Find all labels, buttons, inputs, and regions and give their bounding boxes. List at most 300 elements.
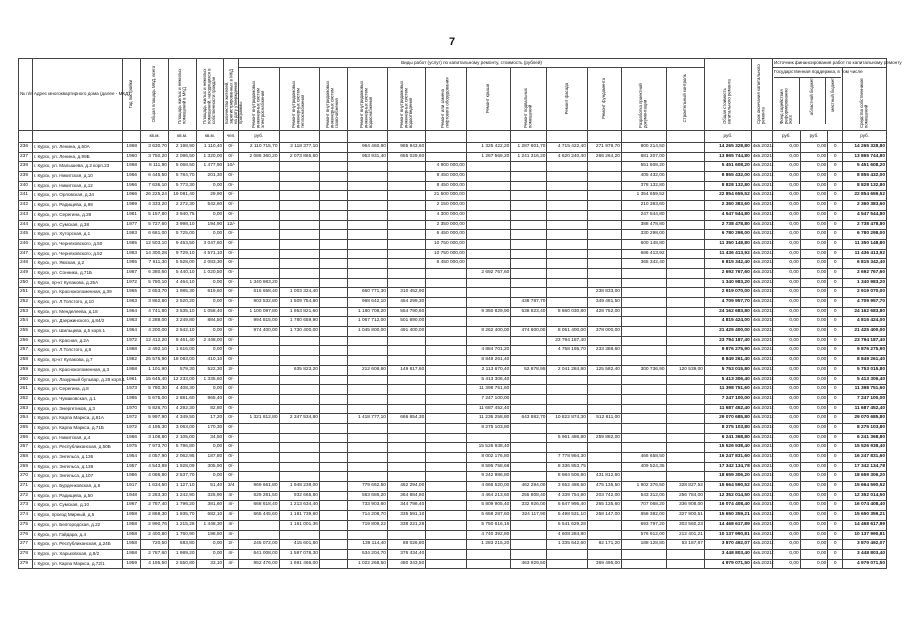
header-year: Год постройки	[123, 59, 141, 131]
cell-area: 4 333,20	[141, 201, 169, 211]
cell-address: г. Курск, ул. Никитская, д.12	[32, 181, 122, 191]
header-work: Ремонт подвальных помещений	[511, 68, 547, 131]
cell-area-owned: 542,60	[196, 201, 224, 211]
cell-budget-local: 0	[828, 501, 843, 511]
header-total: Общая стоимость капитального ремонта	[704, 59, 751, 131]
cell-work-cost	[279, 356, 319, 366]
cell-deadline: 4кв.2021г.	[751, 220, 772, 230]
table-row	[19, 298, 887, 308]
cell-work-cost	[387, 230, 425, 240]
cell-budget-local: 0	[828, 230, 843, 240]
table-row	[19, 549, 887, 559]
cell-address: г. Курск, проезд Мирный, д.5	[32, 511, 122, 521]
cell-work-cost	[547, 288, 587, 298]
cell-area: 6 445,50	[141, 172, 169, 182]
cell-work-cost: 330 298,00	[621, 230, 666, 240]
cell-work-cost: 52 878,95	[511, 365, 547, 375]
cell-year: 1957	[123, 462, 141, 472]
cell-registered: 0/-	[224, 278, 239, 288]
cell-work-cost	[279, 423, 319, 433]
cell-registered: 0/-	[224, 472, 239, 482]
cell-area-premises: 1 989,20	[168, 549, 196, 559]
table-row	[19, 210, 887, 220]
cell-work-cost: 303 560,23	[666, 520, 704, 530]
cell-work-cost: 9 350 829,90	[466, 307, 511, 317]
cell-work-cost	[319, 210, 347, 220]
cell-work-cost: 543 312,00	[621, 491, 666, 501]
cell-work-cost	[666, 249, 704, 259]
cell-work-cost: 53 187,67	[666, 540, 704, 550]
cell-work-cost	[319, 530, 347, 540]
cell-work-cost	[466, 549, 511, 559]
cell-budget-local: 0	[828, 540, 843, 550]
cell-work-cost: 1 325 422,20	[466, 143, 511, 153]
cell-work-cost	[426, 278, 466, 288]
cell-work-cost	[239, 375, 279, 385]
cell-work-cost	[511, 394, 547, 404]
cell-work-cost	[587, 394, 621, 404]
cell-address: г. Курск, ул. Красная, д.2А	[32, 336, 122, 346]
cell-work-cost	[239, 230, 279, 240]
cell-area-premises: 2 550,80	[168, 559, 196, 569]
cell-deadline: 4кв.2021г.	[751, 230, 772, 240]
cell-work-cost	[511, 530, 547, 540]
cell-work-cost	[666, 220, 704, 230]
cell-work-cost	[239, 172, 279, 182]
cell-budget-local: 0	[828, 162, 843, 172]
cell-budget-local: 0	[828, 239, 843, 249]
cell-owners-funds: 6 241 368,80	[843, 433, 887, 443]
cell-owners-funds: 11 350 148,80	[843, 239, 887, 249]
cell-area-owned: 194,90	[196, 220, 224, 230]
cell-budget-local: 0	[828, 259, 843, 269]
cell-work-cost	[426, 540, 466, 550]
cell-address: г. Курск, ул. Серегина, д.8	[32, 385, 122, 395]
cell-total: 11 436 413,92	[704, 249, 751, 259]
cell-work-cost	[279, 249, 319, 259]
cell-deadline: 4кв.2021г.	[751, 472, 772, 482]
cell-work-cost	[347, 385, 387, 395]
cell-work-cost	[347, 249, 387, 259]
cell-number: 255	[19, 327, 33, 337]
table-row	[19, 356, 887, 366]
cell-work-cost: 1 509 754,80	[279, 298, 319, 308]
cell-work-cost	[587, 249, 621, 259]
cell-work-cost: 454 299,30	[387, 298, 425, 308]
cell-year: 1958	[123, 365, 141, 375]
cell-number: 246	[19, 239, 33, 249]
cell-work-cost	[239, 191, 279, 201]
cell-work-cost	[239, 268, 279, 278]
cell-work-cost	[319, 278, 347, 288]
cell-work-cost	[387, 220, 425, 230]
cell-number: 269	[19, 462, 33, 472]
cell-work-cost	[347, 375, 387, 385]
cell-work-cost: 501 690,00	[387, 317, 425, 327]
cell-budget-local: 0	[828, 278, 843, 288]
cell-work-cost	[319, 453, 347, 463]
cell-total: 24 162 683,80	[704, 307, 751, 317]
cell-work-cost	[387, 172, 425, 182]
cell-budget-local: 0	[828, 559, 843, 569]
header-state-subcolumns	[774, 78, 841, 124]
cell-registered: 0/-	[224, 249, 239, 259]
cell-work-cost: 10 750 000,00	[426, 249, 466, 259]
table-row	[19, 181, 887, 191]
cell-budget-region: 0,00	[800, 162, 828, 172]
cell-fund-fed: 0,00	[773, 423, 801, 433]
cell-number: 262	[19, 394, 33, 404]
cell-fund-fed: 0,00	[773, 317, 801, 327]
header-number: № п/п	[19, 59, 33, 131]
cell-work-cost: 324 117,90	[511, 511, 547, 521]
cell-work-cost: 475 135,50	[587, 482, 621, 492]
cell-area-owned: 2 083,30	[196, 259, 224, 269]
cell-budget-region: 0,00	[800, 268, 828, 278]
cell-work-cost	[666, 191, 704, 201]
cell-work-cost	[347, 356, 387, 366]
cell-work-cost: 538 823,40	[511, 307, 547, 317]
cell-budget-local: 0	[828, 346, 843, 356]
cell-work-cost	[547, 268, 587, 278]
cell-work-cost	[239, 346, 279, 356]
cell-work-cost	[347, 268, 387, 278]
cell-fund-fed: 0,00	[773, 201, 801, 211]
cell-budget-local: 0	[828, 472, 843, 482]
cell-owners-funds: 24 162 683,80	[843, 307, 887, 317]
cell-owners-funds: 4 709 957,70	[843, 298, 887, 308]
cell-work-cost	[466, 259, 511, 269]
cell-area-owned: 0,00	[196, 540, 224, 550]
cell-budget-local: 0	[828, 375, 843, 385]
cell-work-cost: 4 464 213,60	[466, 491, 511, 501]
cell-work-cost: 1 180 708,20	[347, 307, 387, 317]
cell-registered: 2/-	[224, 540, 239, 550]
cell-registered: 0/-	[224, 462, 239, 472]
cell-work-cost	[621, 298, 666, 308]
cell-work-cost	[387, 259, 425, 269]
cell-work-cost: 11 236 258,80	[466, 414, 511, 424]
cell-registered: 0/-	[224, 453, 239, 463]
cell-work-cost	[511, 278, 547, 288]
cell-budget-region: 0,00	[800, 472, 828, 482]
cell-total: 15 664 590,52	[704, 482, 751, 492]
cell-work-cost	[426, 491, 466, 501]
cell-work-cost	[426, 327, 466, 337]
cell-area: 4 057,90	[141, 453, 169, 463]
table-row	[19, 511, 887, 521]
cell-year: 1963	[123, 298, 141, 308]
cell-deadline: 4кв.2021г.	[751, 268, 772, 278]
cell-budget-local: 0	[828, 423, 843, 433]
cell-area-owned: 522,30	[196, 365, 224, 375]
table-row	[19, 365, 887, 375]
cell-budget-region: 0,00	[800, 201, 828, 211]
cell-work-cost	[387, 201, 425, 211]
cell-owners-funds: 4 979 071,50	[843, 559, 887, 569]
cell-number: 238	[19, 162, 33, 172]
table-row	[19, 423, 887, 433]
cell-work-cost: 139 114,40	[347, 540, 387, 550]
cell-address: г. Курск, ул. Красноколоменная, д.39	[32, 288, 122, 298]
table-row	[19, 443, 887, 453]
cell-work-cost	[466, 433, 511, 443]
cell-address: г. Курск, ул. Черняховского, д.50	[32, 239, 122, 249]
cell-area-premises: 5 440,10	[168, 268, 196, 278]
cell-work-cost	[426, 268, 466, 278]
cell-registered: 0/-	[224, 394, 239, 404]
cell-budget-region: 0,00	[800, 143, 828, 153]
cell-work-cost	[511, 162, 547, 172]
cell-work-cost	[279, 530, 319, 540]
cell-work-cost: 1 067 712,00	[347, 317, 387, 327]
cell-address: г. Курск, ул. Менделеева, д.18	[32, 307, 122, 317]
cell-area-premises: 1 935,70	[168, 511, 196, 521]
cell-deadline: 4кв.2021г.	[751, 423, 772, 433]
cell-work-cost	[547, 423, 587, 433]
cell-area: 4 741,80	[141, 307, 169, 317]
cell-work-cost	[466, 317, 511, 327]
cell-work-cost	[319, 433, 347, 443]
cell-area: 2 868,30	[141, 511, 169, 521]
cell-area-premises: 4 349,50	[168, 414, 196, 424]
cell-area-owned: 0,00	[196, 298, 224, 308]
cell-work-cost	[239, 462, 279, 472]
cell-work-cost: 8 595 758,68	[466, 462, 511, 472]
table-row	[19, 385, 887, 395]
cell-work-cost: 1 902 376,50	[621, 482, 666, 492]
cell-total: 5 753 015,80	[704, 365, 751, 375]
header-area-premises: Площадь жилых и нежилых помещений в МКД	[168, 59, 196, 131]
cell-work-cost	[347, 443, 387, 453]
cell-work-cost	[547, 443, 587, 453]
cell-year: 1965	[123, 288, 141, 298]
cell-deadline: 4кв.2021г.	[751, 152, 772, 162]
cell-total: 4 979 071,50	[704, 559, 751, 569]
cell-registered: 4/-	[224, 530, 239, 540]
cell-work-cost: 11 687 452,40	[466, 404, 511, 414]
cell-year: 1972	[123, 336, 141, 346]
cell-registered: 4/-	[224, 501, 239, 511]
cell-number: 268	[19, 453, 33, 463]
cell-work-cost	[666, 278, 704, 288]
cell-work-cost: 629 281,50	[239, 491, 279, 501]
cell-address: г. Курск, ул. Ленина, д.99Б	[32, 152, 122, 162]
cell-area: 7 611,30	[141, 259, 169, 269]
cell-work-cost	[319, 336, 347, 346]
cell-fund-fed: 0,00	[773, 249, 801, 259]
cell-budget-local: 0	[828, 365, 843, 375]
unit-cell: руб.	[843, 131, 887, 143]
cell-year: 1966	[123, 191, 141, 201]
cell-work-cost	[587, 162, 621, 172]
cell-work-cost: 1 418 777,10	[347, 414, 387, 424]
cell-work-cost	[621, 414, 666, 424]
cell-year: 1983	[123, 230, 141, 240]
cell-area-premises: 8 461,40	[168, 336, 196, 346]
cell-work-cost: 388 478,80	[621, 220, 666, 230]
cell-work-cost	[387, 268, 425, 278]
cell-total: 11 687 452,40	[704, 404, 751, 414]
cell-address: г. Курск, ул. Белгородская, д.22	[32, 520, 122, 530]
table-row	[19, 268, 887, 278]
cell-work-cost: 2 692 767,60	[466, 268, 511, 278]
cell-work-cost	[621, 268, 666, 278]
cell-address: г. Курск, ул. Радищева, д.89	[32, 201, 122, 211]
cell-work-cost	[239, 365, 279, 375]
cell-budget-region: 0,00	[800, 220, 828, 230]
cell-registered: 0/-	[224, 356, 239, 366]
cell-registered: 0/-	[224, 268, 239, 278]
cell-area: 8 111,90	[141, 162, 169, 172]
cell-work-cost	[511, 540, 547, 550]
cell-work-cost: 466 658,50	[621, 453, 666, 463]
cell-budget-region: 0,00	[800, 530, 828, 540]
cell-area-owned: 29,90	[196, 191, 224, 201]
cell-work-cost	[319, 520, 347, 530]
cell-work-cost	[239, 443, 279, 453]
cell-work-cost	[547, 385, 587, 395]
table-row	[19, 220, 887, 230]
table-row	[19, 230, 887, 240]
cell-work-cost	[239, 433, 279, 443]
cell-deadline: 4кв.2021г.	[751, 239, 772, 249]
cell-work-cost	[347, 404, 387, 414]
cell-work-cost	[426, 307, 466, 317]
cell-work-cost: 5 413 306,40	[466, 375, 511, 385]
header-owners-funds: Средства собственников помещений	[843, 68, 887, 131]
cell-address: г. Курск, ул. Черняховского, д.52	[32, 249, 122, 259]
cell-owners-funds: 14 265 328,80	[843, 143, 887, 153]
cell-number: 279	[19, 559, 33, 569]
cell-fund-fed: 0,00	[773, 462, 801, 472]
cell-work-cost	[347, 191, 387, 201]
cell-fund-fed: 0,00	[773, 288, 801, 298]
cell-work-cost	[511, 336, 547, 346]
cell-area: 4 288,00	[141, 317, 169, 327]
cell-owners-funds: 5 451 608,20	[843, 162, 887, 172]
cell-work-cost	[279, 230, 319, 240]
cell-year: 1982	[123, 356, 141, 366]
cell-budget-region: 0,00	[800, 288, 828, 298]
cell-number: 272	[19, 491, 33, 501]
cell-budget-region: 0,00	[800, 181, 828, 191]
cell-work-cost	[666, 143, 704, 153]
cell-year: 1983	[123, 249, 141, 259]
cell-work-cost: 310 452,90	[387, 288, 425, 298]
cell-work-cost	[426, 549, 466, 559]
cell-area-premises: 1 242,90	[168, 491, 196, 501]
cell-total: 4 547 544,80	[704, 210, 751, 220]
cell-work-cost: 327 900,51	[666, 511, 704, 521]
cell-work-cost	[547, 259, 587, 269]
header-budget-local: местный бюджет	[830, 77, 836, 112]
cell-area-owned: 198,50	[196, 530, 224, 540]
cell-work-cost: 11 398 751,60	[466, 385, 511, 395]
cell-work-cost	[587, 385, 621, 395]
unit-cell: руб.	[239, 131, 279, 143]
cell-year: 1972	[123, 423, 141, 433]
cell-number: 276	[19, 530, 33, 540]
cell-work-cost	[347, 172, 387, 182]
cell-deadline: 4кв.2021г.	[751, 549, 772, 559]
cell-budget-region: 0,00	[800, 230, 828, 240]
cell-year: 1985	[123, 239, 141, 249]
cell-deadline: 4кв.2021г.	[751, 511, 772, 521]
cell-area-owned: 0,00	[196, 443, 224, 453]
cell-number: 243	[19, 210, 33, 220]
header-work: Ремонт внутридомовых инженерных систем газоснабжения	[319, 68, 347, 131]
cell-work-cost: 2 113 670,40	[466, 365, 511, 375]
header-work: Ремонт фундамента	[587, 68, 621, 131]
cell-work-cost	[347, 181, 387, 191]
cell-budget-local: 0	[828, 152, 843, 162]
cell-area: 4 086,80	[141, 472, 169, 482]
cell-deadline: 4кв.2021г.	[751, 530, 772, 540]
cell-address: г. Курск, ул. Лазурный бульвар, д.28 корп.1	[32, 375, 122, 385]
cell-work-cost	[426, 472, 466, 482]
cell-fund-fed: 0,00	[773, 511, 801, 521]
cell-work-cost	[587, 268, 621, 278]
cell-work-cost: 1 100 097,80	[239, 307, 279, 317]
cell-area: 2 400,80	[141, 530, 169, 540]
cell-area-premises: 5 528,00	[168, 259, 196, 269]
cell-total: 5 413 306,40	[704, 375, 751, 385]
cell-work-cost	[587, 336, 621, 346]
cell-budget-local: 0	[828, 482, 843, 492]
cell-work-cost	[319, 249, 347, 259]
cell-registered: 0/-	[224, 152, 239, 162]
cell-work-cost: 635 823,20	[279, 365, 319, 375]
cell-work-cost: 210 383,60	[621, 201, 666, 211]
cell-budget-local: 0	[828, 172, 843, 182]
cell-owners-funds: 22 854 659,52	[843, 191, 887, 201]
cell-area: 12 412,20	[141, 336, 169, 346]
cell-owners-funds: 3 870 492,07	[843, 540, 887, 550]
cell-work-cost	[347, 239, 387, 249]
cell-owners-funds: 8 849 261,40	[843, 356, 887, 366]
cell-number: 278	[19, 549, 33, 559]
cell-fund-fed: 0,00	[773, 482, 801, 492]
cell-area: 3 750,20	[141, 152, 169, 162]
cell-number: 253	[19, 307, 33, 317]
cell-year: 1967	[123, 501, 141, 511]
cell-work-cost	[347, 210, 387, 220]
cell-work-cost: 256 784,00	[666, 491, 704, 501]
cell-total: 6 780 298,00	[704, 230, 751, 240]
cell-deadline: 4кв.2021г.	[751, 288, 772, 298]
cell-area: 4 200,00	[141, 327, 169, 337]
cell-area-premises: 2 537,70	[168, 472, 196, 482]
cell-work-cost: 2 110 715,70	[239, 143, 279, 153]
cell-work-cost: 203 742,00	[587, 491, 621, 501]
cell-address: г. Курск, ул. Харьковская, д.8/2	[32, 549, 122, 559]
cell-area-premises: 19 081,40	[168, 191, 196, 201]
cell-area-premises: 4 292,30	[168, 404, 196, 414]
cell-work-cost	[666, 346, 704, 356]
cell-year: 1958	[123, 511, 141, 521]
cell-total: 14 468 617,89	[704, 520, 751, 530]
cell-budget-local: 0	[828, 491, 843, 501]
cell-owners-funds: 6 780 298,00	[843, 230, 887, 240]
cell-year: 1977	[123, 220, 141, 230]
cell-work-cost	[511, 239, 547, 249]
cell-total: 8 275 103,80	[704, 423, 751, 433]
cell-work-cost	[511, 433, 547, 443]
cell-registered: 10/-	[224, 162, 239, 172]
cell-work-cost	[587, 172, 621, 182]
cell-registered: 0/-	[224, 210, 239, 220]
